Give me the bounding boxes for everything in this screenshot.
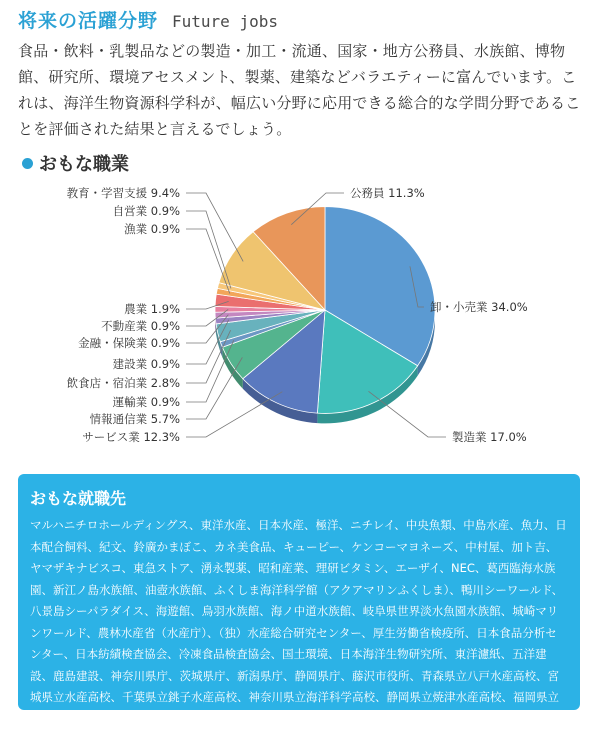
intro-paragraph: 食品・飲料・乳製品などの製造・加工・流通、国家・地方公務員、水族館、博物館、研究所、環境アセスメント、製薬、建築などバラエティーに富んでいます。これは、海洋生物資源科学科が、幅広い分野に応用できる総合的な学問分野であることを評価された結果と言えるでしょう。 — [18, 38, 590, 142]
pie-label: 建設業 0.9% — [113, 357, 180, 371]
pie-label: 農業 1.9% — [124, 302, 180, 316]
jobs-box — [18, 474, 580, 710]
pie-label: 飲食店・宿泊業 2.8% — [67, 376, 180, 390]
page-header — [18, 6, 278, 33]
jobs-list-text: マルハニチロホールディングス、東洋水産、日本水産、極洋、ニチレイ、中央魚類、中島水産、魚力、日本配合飼料、紀文、鈴廣かまぼこ、カネ美食品、キューピー、ケンコーマヨネーズ、中村屋、加ト吉、ヤマザキナビスコ、東急ストア、湧永製薬、昭和産業、理研ビタミン、エーザイ、NEC、葛西臨海水族園、新江ノ島水族館、油壺水族館、ふくしま海洋科学館（アクアマリンふくしま）、鴨川シーワールド、八景島シーパラダイス、海遊館、鳥羽水族館、海ノ中道水族館、岐阜県世界淡水魚園水族館、城崎マリンワールド、農林水産省（水産庁）、（独）水産総合研究センター、厚生労働省検疫所、日本食品分析センター、日本紡績検査協会、冷凍食品検査協会、国土環境、日本海洋生物研究所、東洋濾紙、五洋建設、鹿島建設、神奈川県庁、茨城県庁、新潟県庁、静岡県庁、藤沢市役所、青森県立八戸水産高校、宮城県立水産高校、千葉県立銚子水産高校、神奈川県立海洋科学高校、静岡県立焼津水産高校、福岡県立水産高校、立正大学、新潟薬科大学、女子栄養短期大学、鎌倉女子大学など — [30, 515, 568, 730]
pie-label: 漁業 0.9% — [124, 222, 180, 236]
section-title: おもな職業 — [39, 150, 129, 176]
pie-label: サービス業 12.3% — [82, 430, 180, 444]
page-subtitle: Future jobs — [172, 12, 278, 31]
pie-label: 卸・小売業 34.0% — [430, 300, 528, 314]
jobs-title: おもな就職先 — [30, 486, 568, 509]
bullet-dot-icon — [22, 158, 33, 169]
pie-label: 運輸業 0.9% — [113, 395, 180, 409]
page-title: 将来の活躍分野 — [18, 6, 158, 33]
pie-label: 教育・学習支援 9.4% — [67, 186, 180, 200]
pie-label: 情報通信業 5.7% — [90, 412, 180, 426]
pie-label: 自営業 0.9% — [113, 204, 180, 218]
pie-label: 公務員 11.3% — [350, 186, 425, 200]
pie-chart — [0, 170, 600, 470]
pie-label: 不動産業 0.9% — [101, 319, 180, 333]
pie-label: 製造業 17.0% — [452, 430, 527, 444]
pie-label: 金融・保険業 0.9% — [78, 336, 180, 350]
